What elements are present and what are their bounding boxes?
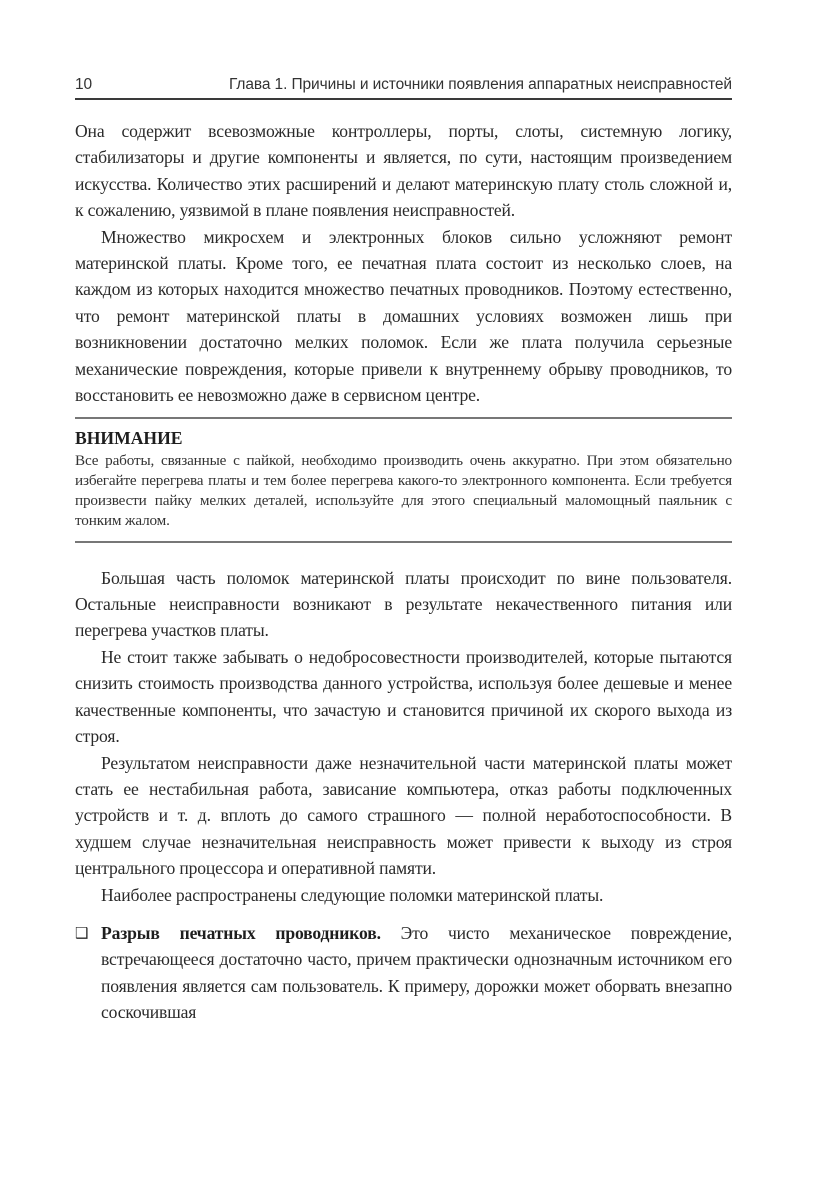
paragraph: Не стоит также забывать о недобросовестности производителей, которые пытаются снизить стоимость производства данного устройства, используя более дешевые и менее качественные компоненты, что зачастую и становится причиной их скорого выхода из строя. bbox=[75, 646, 732, 747]
list-item-body: Это чисто механическое повреждение, встречающееся достаточно часто, причем практически однозначным источником его появления является сам пользователь. К примеру, дорожки может оборвать внезапно соскочившая bbox=[101, 922, 733, 1023]
running-header bbox=[75, 76, 732, 100]
bullet-list bbox=[75, 920, 732, 1026]
note-body: Все работы, связанные с пайкой, необходимо производить очень аккуратно. При этом обязательно избегайте перегрева платы и тем более перегрева какого-то электронного компонента. Если требуется произвести пайку мелких деталей, используйте для этого специальный маломощный паяльник с тонким жалом. bbox=[75, 452, 732, 529]
checkbox-bullet-icon: ❑ bbox=[75, 923, 89, 942]
paragraph: Наиболее распространены следующие поломки материнской платы. bbox=[101, 884, 604, 905]
list-item bbox=[75, 920, 732, 1026]
list-item-text bbox=[101, 920, 732, 1026]
paragraph: Большая часть поломок материнской платы происходит по вине пользователя. Остальные неисправности возникают в результате некачественного питания или перегрева участков платы. bbox=[75, 567, 732, 641]
paragraph: Она содержит всевозможные контроллеры, порты, слоты, системную логику, стабилизаторы и другие компоненты и является, по сути, настоящим произведением искусства. Количество этих расширений и делают материнскую плату столь сложной и, к сожалению, уязвимой в плане появления неисправностей. bbox=[75, 121, 732, 221]
book-page bbox=[75, 76, 732, 1026]
page-number: 10 bbox=[75, 76, 93, 93]
page-body bbox=[75, 118, 732, 1026]
warning-note bbox=[75, 417, 732, 542]
list-item-lead: Разрыв печатных проводников. bbox=[101, 922, 381, 943]
chapter-title: Глава 1. Причины и источники появления аппаратных неисправностей bbox=[228, 76, 732, 93]
paragraph: Результатом неисправности даже незначительной части материнской платы может стать ее нестабильная работа, зависание компьютера, отказ работы подключенных устройств и т. д. вплоть до самого страшного — полной неработоспособности. В худшем случае незначительная неисправность может привести к выходу из строя центрального процессора и оперативной памяти. bbox=[75, 752, 732, 879]
note-title: ВНИМАНИЕ bbox=[75, 428, 183, 449]
paragraph: Множество микросхем и электронных блоков сильно усложняют ремонт материнской платы. Кроме того, ее печатная плата состоит из несколько слоев, на каждом из которых находится множество печатных проводников. Поэтому естественно, что ремонт материнской платы в домашних условиях возможен лишь при возникновении достаточно мелких поломок. Если же плата получила серьезные механические повреждения, которые привели к внутреннему обрыву проводников, то восстановить ее невозможно даже в сервисном центре. bbox=[75, 226, 732, 406]
